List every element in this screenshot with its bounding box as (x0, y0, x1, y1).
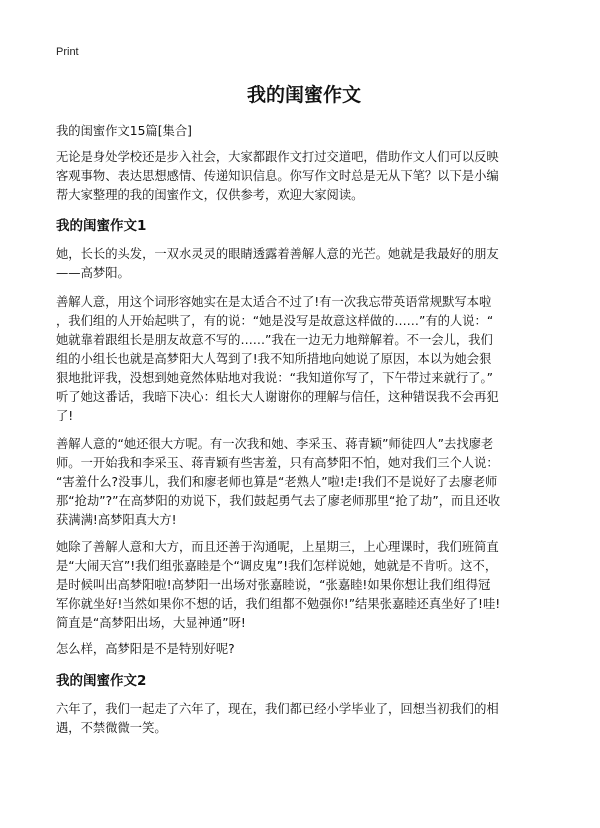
text-line: 听了她这番话，我暗下决心：组长大人谢谢你的理解与信任，这种错误我不会再犯 (56, 390, 499, 404)
text-line: 怎么样，高梦阳是不是特别好呢? (56, 642, 235, 656)
essay-paragraph (56, 435, 552, 530)
essay-paragraph (56, 538, 552, 633)
text-line: 无论是身处学校还是步入社会，大家都跟作文打过交道吧，借助作文人们可以反映 (56, 150, 499, 164)
text-line: 简直是“高梦阳出场，大显神通”呀! (56, 616, 246, 630)
essay-paragraph (56, 640, 552, 659)
text-line: 她就靠着跟组长是朋友故意不写的……”我在一边无力地辩解着。不一会儿，我们 (56, 333, 493, 347)
essay-heading: 我的闺蜜作文2 (56, 673, 147, 689)
text-line: 军你就坐好!当然如果你不想的话，我们组都不勉强你!”结果张嘉睦还真坐好了!哇! (56, 597, 501, 611)
text-line: ，我们组的人开始起哄了，有的说：“她是没写是故意这样做的……”有的人说：“ (56, 314, 494, 328)
text-line: 六年了，我们一起走了六年了，现在，我们都已经小学毕业了，回想当初我们的相 (56, 702, 499, 716)
essay-paragraph (56, 293, 552, 426)
text-line: 客观事物、表达思想感情、传递知识信息。你写作文时总是无从下笔？以下是小编 (56, 169, 499, 183)
text-line: 获满满!高梦阳真大方! (56, 513, 177, 527)
text-line: 那“抢劫”?”在高梦阳的劝说下，我们鼓起勇气去了廖老师那里“抢了劫”，而且还收 (56, 494, 501, 508)
text-line: 狠地批评我，没想到她竟然体贴地对我说：“我知道你写了，下午带过来就行了。” (56, 371, 493, 385)
page-title: 我的闺蜜作文 (246, 84, 361, 106)
text-line: 帮大家整理的我的闺蜜作文，仅供参考，欢迎大家阅读。 (56, 188, 364, 202)
text-line: 了! (56, 409, 74, 423)
text-line: 她，长长的头发，一双水灵灵的眼睛透露着善解人意的光芒。她就是我最好的朋友 (56, 247, 499, 261)
text-line: 善解人意，用这个词形容她实在是太适合不过了!有一次我忘带英语常规默写本啦 (56, 295, 492, 309)
print-label[interactable]: Print (56, 46, 79, 58)
text-line: 师。一开始我和李采玉、蒋青颖有些害羞，只有高梦阳不怕，她对我们三个人说： (56, 456, 499, 470)
text-line: 善解人意的“她还很大方呢。有一次我和她、李采玉、蒋青颖”师徒四人”去找廖老 (56, 437, 494, 451)
document-subtitle: 我的闺蜜作文15篇[集合] (56, 124, 192, 138)
text-line: 是时候叫出高梦阳啦!高梦阳一出场对张嘉睦说，“张嘉睦!如果你想让我们组得冠 (56, 578, 491, 592)
text-line: 组的小组长也就是高梦阳大人驾到了!我不知所措地向她说了原因，本以为她会狠 (56, 352, 492, 366)
text-line: “害羞什么?没事儿，我们和廖老师也算是“老熟人”啦!走!我们不是说好了去廖老师 (56, 475, 498, 489)
text-line: ——高梦阳。 (56, 266, 130, 280)
text-line: 是“大闹天宫”!我们组张嘉睦是个“调皮鬼”!我们怎样说她，她就是不肯听。这不， (56, 559, 498, 573)
essay-paragraph (56, 245, 552, 283)
essay-heading: 我的闺蜜作文1 (56, 218, 147, 234)
intro-paragraph (56, 148, 552, 205)
text-line: 她除了善解人意和大方，而且还善于沟通呢，上星期三，上心理课时，我们班简直 (56, 540, 499, 554)
text-line: 遇，不禁微微一笑。 (56, 721, 167, 735)
essay-paragraph (56, 700, 552, 738)
